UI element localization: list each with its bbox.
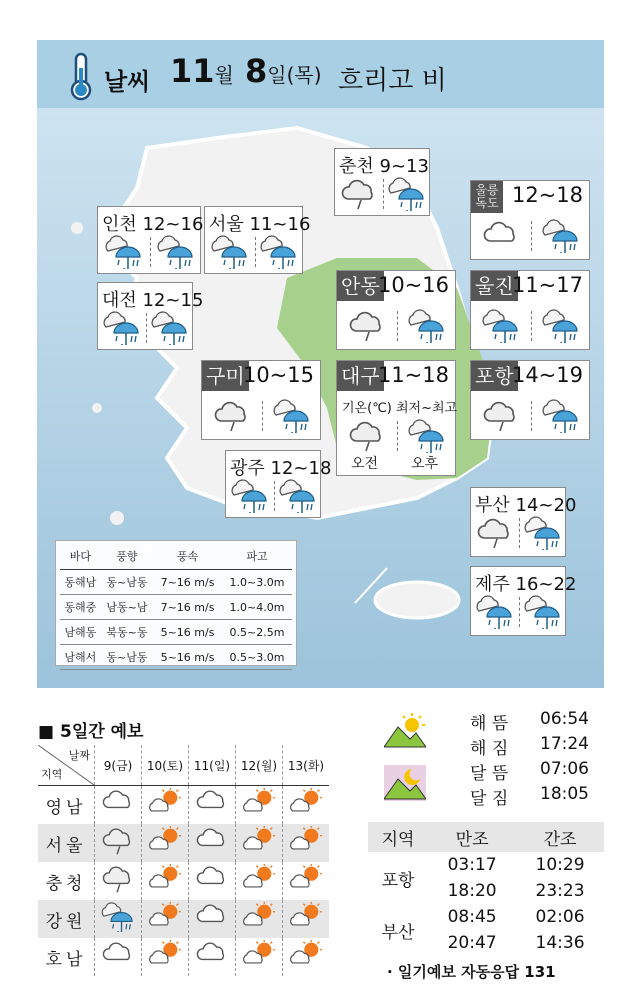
moonrise-label: 달 뜸: [470, 764, 509, 784]
table-row: [60, 570, 292, 595]
low-tide-time: 14:36: [535, 933, 585, 953]
city-card-ulleung: [470, 180, 590, 260]
am-pm-divider: [150, 237, 151, 267]
thermometer-icon: [66, 52, 96, 102]
sea-forecast-table: [55, 540, 297, 666]
umbrella-icon: [475, 595, 515, 633]
region-name: 영남: [45, 797, 87, 818]
am-pm-divider: [531, 401, 532, 431]
city-card-chuncheon: [334, 148, 430, 216]
sea-header: 파고: [222, 545, 292, 570]
umbrella-icon: [104, 235, 144, 273]
tide-header: 지역: [368, 822, 428, 852]
header-title: 날씨: [104, 68, 151, 96]
sea-cell: 남동~남: [101, 595, 153, 620]
sea-cell: 북동~동: [101, 620, 153, 645]
day-header: 12(월): [236, 745, 283, 786]
sunrise-time: 06:54: [540, 709, 589, 729]
moonrise-time: 07:06: [540, 759, 589, 779]
sunrise-label: 해 뜸: [470, 714, 509, 734]
umbrella-icon: [387, 177, 427, 215]
am-pm-divider: [531, 311, 532, 341]
cloud-rain-icon: [347, 309, 387, 347]
city-card-seoul: [204, 206, 311, 274]
low-tide-time: 02:06: [535, 907, 585, 927]
region-name: 서울: [38, 824, 95, 862]
city-card-incheon: [97, 206, 204, 274]
table-row: [60, 595, 292, 620]
umbrella-icon: [523, 595, 563, 633]
city-card-daejeon: [97, 282, 204, 350]
cloud-sun-icon: [283, 824, 330, 862]
five-day-forecast-table: [38, 745, 329, 976]
legend-am: 오전: [351, 456, 379, 472]
city-temp: 11~18: [377, 363, 449, 387]
table-row: [368, 904, 604, 930]
sea-cell: 동해남: [60, 570, 101, 595]
city-card-jeju: [470, 566, 577, 636]
city-card-gumi: [201, 360, 321, 440]
city-name-temp: 부산 14~20: [475, 495, 577, 516]
city-card-uljin: [470, 270, 590, 350]
cloud-sun-icon: [283, 862, 330, 900]
table-row: [38, 900, 329, 938]
cloud-icon: [189, 862, 236, 900]
cloud-sun-icon: [236, 862, 283, 900]
am-pm-divider: [519, 518, 520, 548]
cloud-icon: [95, 938, 142, 976]
sunset-label: 해 짐: [470, 739, 509, 759]
sea-cell: 동해중: [60, 595, 101, 620]
city-name: 구미: [202, 361, 249, 391]
umbrella-icon: [481, 309, 521, 347]
tide-header: 만조: [428, 822, 516, 852]
sea-header: 풍속: [153, 545, 222, 570]
city-temp: 10~15: [242, 363, 314, 387]
day-header: 9(금): [95, 745, 142, 786]
am-pm-divider: [531, 221, 532, 251]
umbrella-icon: [102, 311, 142, 349]
table-row: [368, 822, 604, 852]
table-row: [60, 645, 292, 670]
am-pm-divider: [255, 237, 256, 267]
am-pm-divider: [274, 481, 275, 511]
city-name-temp: 대전 12~15: [102, 290, 204, 311]
tide-region: 부산: [381, 922, 415, 943]
legend-label: 기온(℃) 최저~최고: [342, 401, 458, 416]
square-bullet-icon: ■: [38, 722, 60, 742]
am-pm-divider: [383, 179, 384, 209]
sea-cell: 0.5~2.5m: [222, 620, 292, 645]
am-pm-divider: [397, 421, 398, 451]
umbrella-icon: [278, 479, 318, 517]
moonset-time: 18:05: [540, 784, 589, 804]
am-pm-divider: [397, 311, 398, 341]
umbrella-icon: [272, 399, 312, 437]
city-name: 울릉 독도: [471, 181, 503, 213]
table-row: [38, 745, 329, 786]
cloud-icon: [481, 219, 521, 257]
city-card-andong: [336, 270, 456, 350]
cloud-sun-icon: [142, 824, 189, 862]
city-card-pohang: [470, 360, 590, 440]
cloud-rain-icon: [95, 862, 142, 900]
tide-region: 포항: [381, 870, 415, 891]
sea-header: 바다: [60, 545, 101, 570]
sea-cell: 0.5~3.0m: [222, 645, 292, 670]
legend-pm: 오후: [411, 456, 439, 472]
sea-cell: 동~남동: [101, 570, 153, 595]
moonrise-moonset-icon: [384, 765, 426, 801]
cloud-sun-icon: [236, 900, 283, 938]
high-tide-time: 18:20: [447, 881, 497, 901]
umbrella-icon: [523, 516, 563, 554]
sea-cell: 7~16 m/s: [153, 595, 222, 620]
city-temp: 10~16: [377, 273, 449, 297]
city-card-gwangju: [225, 450, 332, 518]
umbrella-icon: [156, 235, 196, 273]
sea-cell: 동~남동: [101, 645, 153, 670]
sea-header: 풍향: [101, 545, 153, 570]
city-name: 울진: [471, 271, 518, 301]
cloud-sun-icon: [236, 824, 283, 862]
umbrella-icon: [407, 419, 447, 457]
region-name: 호남: [45, 949, 87, 970]
cloud-sun-icon: [142, 938, 189, 976]
cloud-icon: [189, 824, 236, 862]
city-name-temp: 제주 16~22: [475, 574, 577, 595]
table-row: [38, 862, 329, 900]
cloud-sun-icon: [283, 786, 330, 825]
city-name-temp: 춘천 9~13: [339, 156, 429, 177]
city-name-temp: 인천 12~16: [102, 214, 204, 235]
sea-cell: 남해서: [60, 645, 101, 670]
city-name-temp: 광주 12~18: [230, 458, 332, 479]
header-date: 11월 8일(목): [170, 52, 322, 90]
region-name: 강원: [38, 900, 95, 938]
cloud-rain-icon: [95, 824, 142, 862]
cloud-icon: [189, 900, 236, 938]
umbrella-icon: [541, 309, 581, 347]
sea-cell: 1.0~3.0m: [222, 570, 292, 595]
cloud-sun-icon: [283, 938, 330, 976]
sunrise-sunset-icon: [384, 713, 426, 749]
city-name: 안동: [337, 271, 384, 301]
day-header: 13(화): [283, 745, 330, 786]
city-name-temp: 서울 11~16: [209, 214, 311, 235]
low-tide-time: 10:29: [535, 855, 585, 875]
high-tide-time: 20:47: [447, 933, 497, 953]
am-pm-divider: [146, 313, 147, 343]
cloud-sun-icon: [142, 900, 189, 938]
cloud-sun-icon: [142, 786, 189, 825]
sunset-time: 17:24: [540, 734, 589, 754]
corner-date-label: 날짜: [68, 749, 90, 762]
sea-cell: 남해동: [60, 620, 101, 645]
am-pm-divider: [519, 597, 520, 627]
low-tide-time: 23:23: [535, 881, 585, 901]
city-temp: 11~17: [511, 273, 583, 297]
umbrella-icon: [541, 399, 581, 437]
corner-region-label: 지역: [41, 768, 63, 781]
cloud-icon: [95, 786, 142, 825]
cloud-sun-icon: [142, 862, 189, 900]
umbrella-icon: [259, 235, 299, 273]
table-row: [60, 620, 292, 645]
sea-cell: 5~16 m/s: [153, 620, 222, 645]
city-card-daegu: [336, 360, 456, 476]
sea-cell: 5~16 m/s: [153, 645, 222, 670]
umbrella-icon: [541, 219, 581, 257]
cloud-rain-icon: [481, 399, 521, 437]
corner-cell: [38, 745, 95, 786]
am-pm-divider: [262, 401, 263, 431]
day-header: 11(일): [189, 745, 236, 786]
city-name: 포항: [471, 361, 518, 391]
auto-response-note: · 일기예보 자동응답 131: [387, 963, 556, 981]
forecast-title: ■ 5일간 예보: [38, 722, 144, 742]
moonset-label: 달 짐: [470, 789, 509, 809]
region-name: 충청: [45, 873, 87, 894]
cloud-rain-icon: [475, 516, 515, 554]
tide-header: 간조: [516, 822, 604, 852]
sea-cell: 7~16 m/s: [153, 570, 222, 595]
cloud-rain-icon: [347, 419, 387, 457]
cloud-rain-icon: [212, 399, 252, 437]
high-tide-time: 08:45: [447, 907, 497, 927]
city-temp: 12~18: [511, 183, 583, 207]
high-tide-time: 03:17: [447, 855, 497, 875]
day-header: 10(토): [142, 745, 189, 786]
city-name: 대구: [337, 361, 384, 391]
cloud-sun-icon: [236, 786, 283, 825]
table-row: [38, 786, 329, 825]
city-card-busan: [470, 487, 577, 557]
tide-table: [368, 822, 604, 956]
umbrella-icon: [150, 311, 190, 349]
table-row: [38, 824, 329, 862]
umbrella-icon: [95, 900, 142, 938]
sea-cell: 1.0~4.0m: [222, 595, 292, 620]
umbrella-icon: [210, 235, 250, 273]
cloud-icon: [189, 938, 236, 976]
cloud-sun-icon: [283, 900, 330, 938]
umbrella-icon: [230, 479, 270, 517]
table-row: [368, 852, 604, 878]
table-row: [38, 938, 329, 976]
cloud-sun-icon: [236, 938, 283, 976]
cloud-rain-icon: [339, 177, 379, 215]
header-description: 흐리고 비: [338, 66, 447, 96]
city-temp: 14~19: [511, 363, 583, 387]
umbrella-icon: [407, 309, 447, 347]
cloud-icon: [189, 786, 236, 825]
